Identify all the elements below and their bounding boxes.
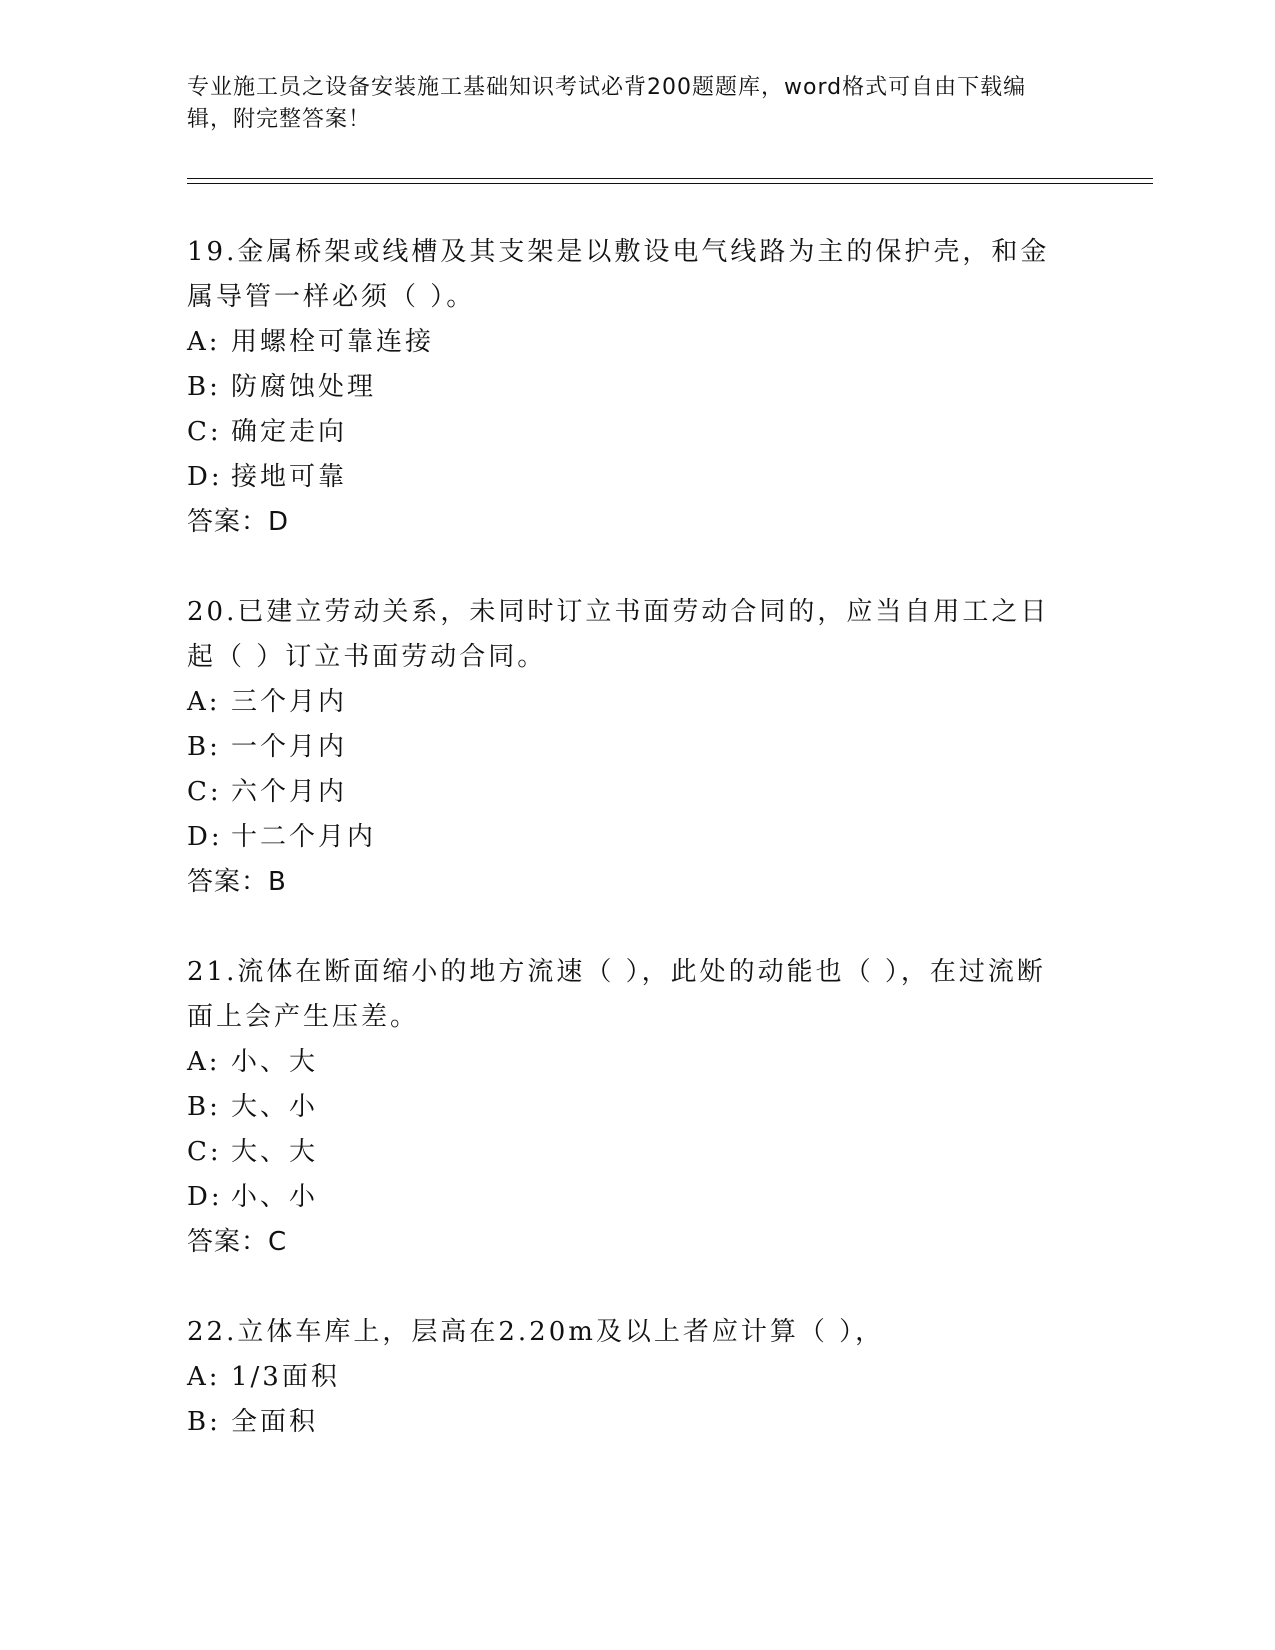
option-key: C: [187, 777, 222, 807]
option-b [187, 1400, 1087, 1445]
option-text: 全面积 [231, 1407, 319, 1437]
option-text: 1/3面积 [231, 1362, 340, 1392]
option-text: 用螺栓可靠连接 [231, 327, 435, 357]
option-key: B: [187, 1407, 221, 1437]
option-text: 确定走向 [231, 417, 348, 447]
option-c [187, 770, 1087, 815]
option-a [187, 1040, 1087, 1085]
option-key: B: [187, 732, 221, 762]
document-title: 专业施工员之设备安装施工基础知识考试必背200题题库，word格式可自由下载编辑，附完整答案！ [187, 75, 1027, 132]
option-key: C: [187, 1137, 222, 1167]
option-key: D: [187, 822, 223, 852]
question-list [187, 230, 1087, 1490]
option-text: 十二个月内 [231, 822, 377, 852]
option-d [187, 455, 1087, 500]
option-text: 大、小 [231, 1092, 319, 1122]
option-a [187, 680, 1087, 725]
option-text: 接地可靠 [231, 462, 348, 492]
option-text: 一个月内 [231, 732, 348, 762]
option-key: A: [187, 327, 221, 357]
option-key: A: [187, 1362, 221, 1392]
question-text: 21.流体在断面缩小的地方流速（ ），此处的动能也（ ），在过流断面上会产生压差。 [187, 957, 1046, 1032]
option-c [187, 410, 1087, 455]
header-divider-bottom [187, 183, 1153, 184]
option-c [187, 1130, 1087, 1175]
option-text: 六个月内 [231, 777, 348, 807]
question-21 [187, 950, 1087, 1265]
option-key: B: [187, 372, 221, 402]
option-key: B: [187, 1092, 221, 1122]
option-key: A: [187, 687, 221, 717]
question-text: 19.金属桥架或线槽及其支架是以敷设电气线路为主的保护壳，和金属导管一样必须（ ）。 [187, 237, 1050, 312]
option-key: D: [187, 462, 223, 492]
option-a [187, 1355, 1087, 1400]
option-text: 小、大 [231, 1047, 319, 1077]
answer-line: 答案：C [187, 1227, 288, 1257]
option-key: D: [187, 1182, 223, 1212]
option-d [187, 1175, 1087, 1220]
option-text: 三个月内 [231, 687, 348, 717]
question-22 [187, 1310, 1087, 1445]
option-b [187, 1085, 1087, 1130]
option-b [187, 725, 1087, 770]
answer-line: 答案：D [187, 507, 290, 537]
question-20 [187, 590, 1087, 905]
option-text: 防腐蚀处理 [231, 372, 377, 402]
option-a [187, 320, 1087, 365]
question-text: 22.立体车库上，层高在2.20m及以上者应计算（ ）， [187, 1317, 885, 1347]
question-19 [187, 230, 1087, 545]
answer-line: 答案：B [187, 867, 287, 897]
option-b [187, 365, 1087, 410]
option-key: C: [187, 417, 222, 447]
question-text: 20.已建立劳动关系，未同时订立书面劳动合同的，应当自用工之日起（ ）订立书面劳动合同。 [187, 597, 1050, 672]
option-key: A: [187, 1047, 221, 1077]
header-divider-top [187, 178, 1153, 179]
option-d [187, 815, 1087, 860]
option-text: 大、大 [231, 1137, 319, 1167]
option-text: 小、小 [231, 1182, 319, 1212]
